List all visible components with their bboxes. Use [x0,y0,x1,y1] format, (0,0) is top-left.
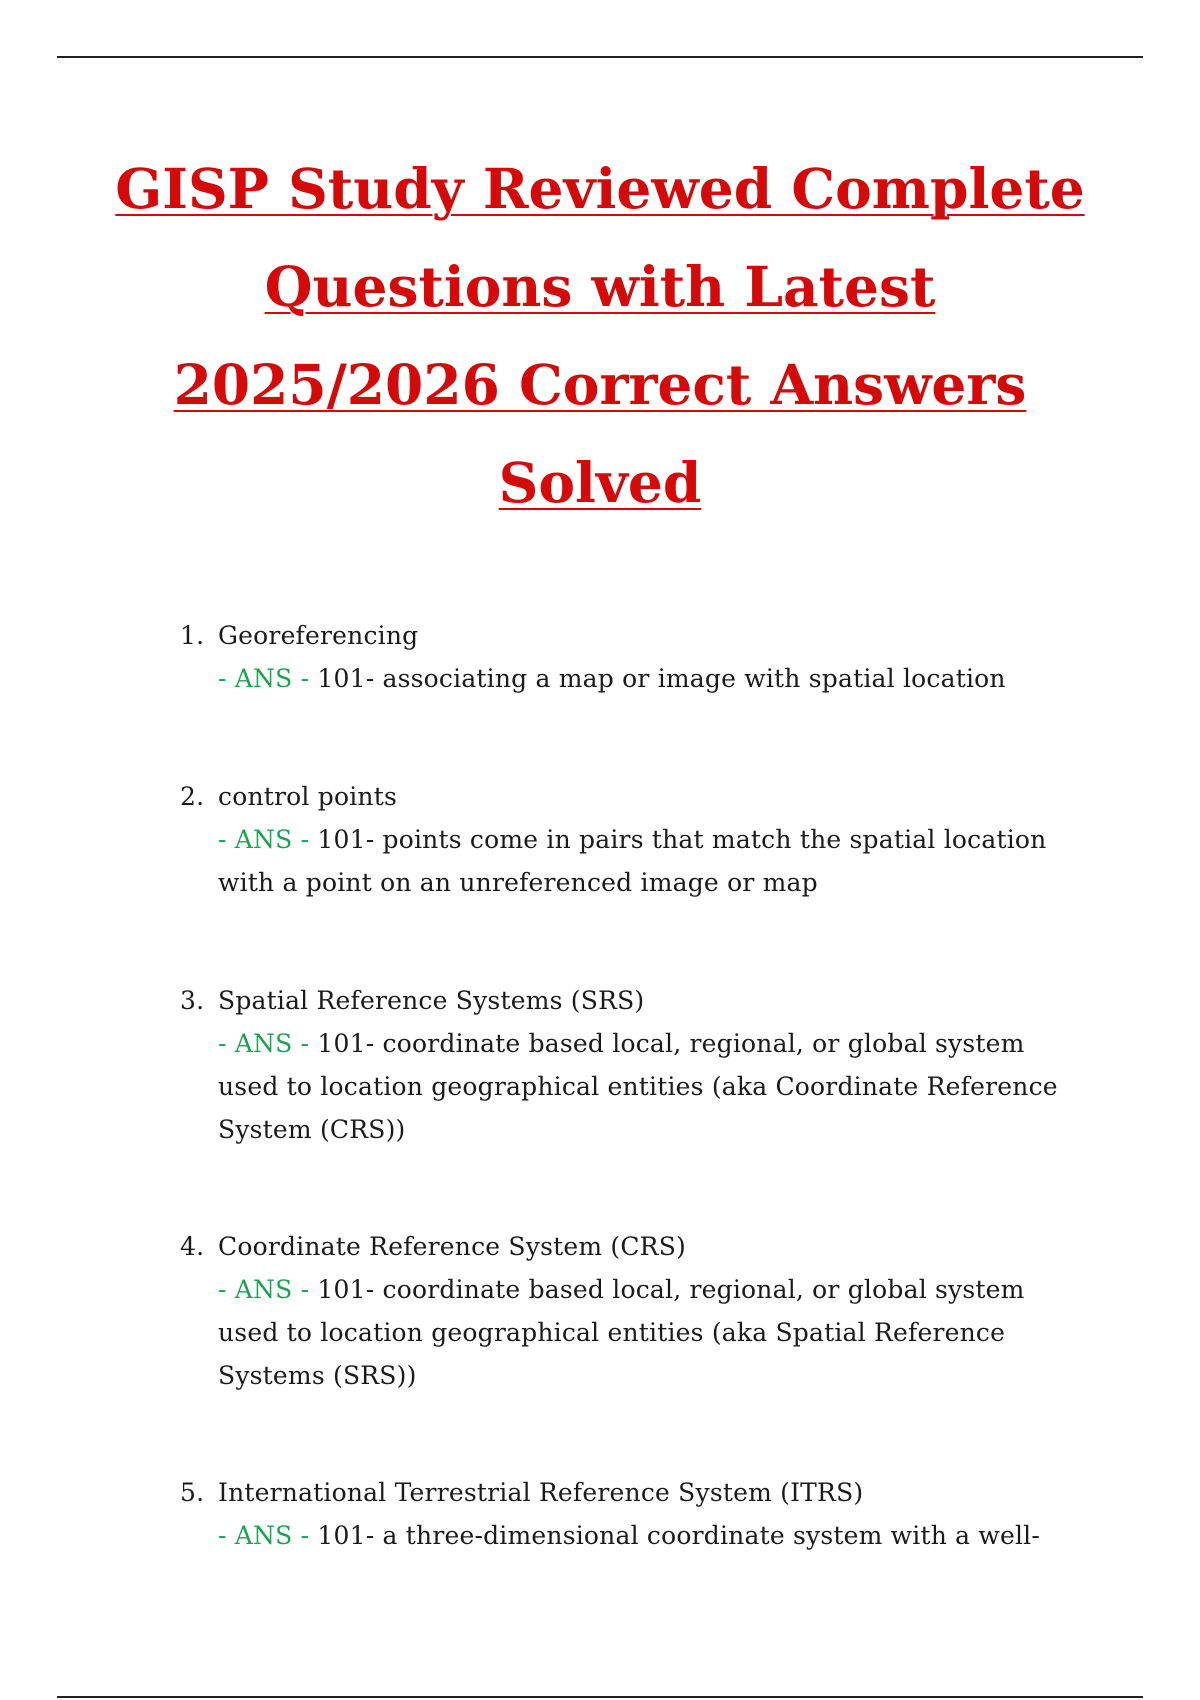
question-item-4 [180,1225,1060,1397]
question-number: 1. [180,621,205,650]
title-line-3: 2025/2026 Correct Answers [173,352,1027,417]
question-item-5 [180,1471,1060,1557]
title-line-4: Solved [498,450,702,515]
answer-text: 101- coordinate based local, regional, or global system used to location geographical entities (aka Spatial Reference Systems (SRS)) [218,1275,1025,1390]
question-number: 5. [180,1478,205,1507]
question-answer [218,1514,1060,1557]
question-number: 3. [180,986,205,1015]
top-rule [57,56,1143,58]
title-line-1: GISP Study Reviewed Complete [115,156,1085,221]
question-number: 4. [180,1232,205,1261]
answer-text: 101- coordinate based local, regional, or global system used to location geographical entities (aka Coordinate Reference System (CRS)) [218,1029,1058,1144]
ans-label: - ANS - [218,825,310,854]
question-term: Spatial Reference Systems (SRS) [218,986,645,1015]
question-item-3 [180,979,1060,1151]
answer-text: 101- points come in pairs that match the spatial location with a point on an unreferenced image or map [218,825,1047,897]
ans-label: - ANS - [218,1275,310,1304]
question-item-1 [180,614,1060,700]
ans-label: - ANS - [218,1521,310,1550]
title-line-2: Questions with Latest [264,254,936,319]
question-term: International Terrestrial Reference System (ITRS) [218,1478,864,1507]
question-answer [218,1022,1060,1151]
question-answer [218,657,1060,700]
question-term: Georeferencing [218,621,419,650]
question-number: 2. [180,782,205,811]
answer-text: 101- associating a map or image with spatial location [317,664,1006,693]
question-item-2 [180,775,1060,904]
question-answer [218,1268,1060,1397]
answer-text: 101- a three-dimensional coordinate system with a well- [317,1521,1041,1550]
document-title [100,140,1100,532]
ans-label: - ANS - [218,664,310,693]
ans-label: - ANS - [218,1029,310,1058]
question-answer [218,818,1060,904]
question-term: Coordinate Reference System (CRS) [218,1232,686,1261]
question-term: control points [218,782,397,811]
bottom-rule [57,1696,1143,1698]
